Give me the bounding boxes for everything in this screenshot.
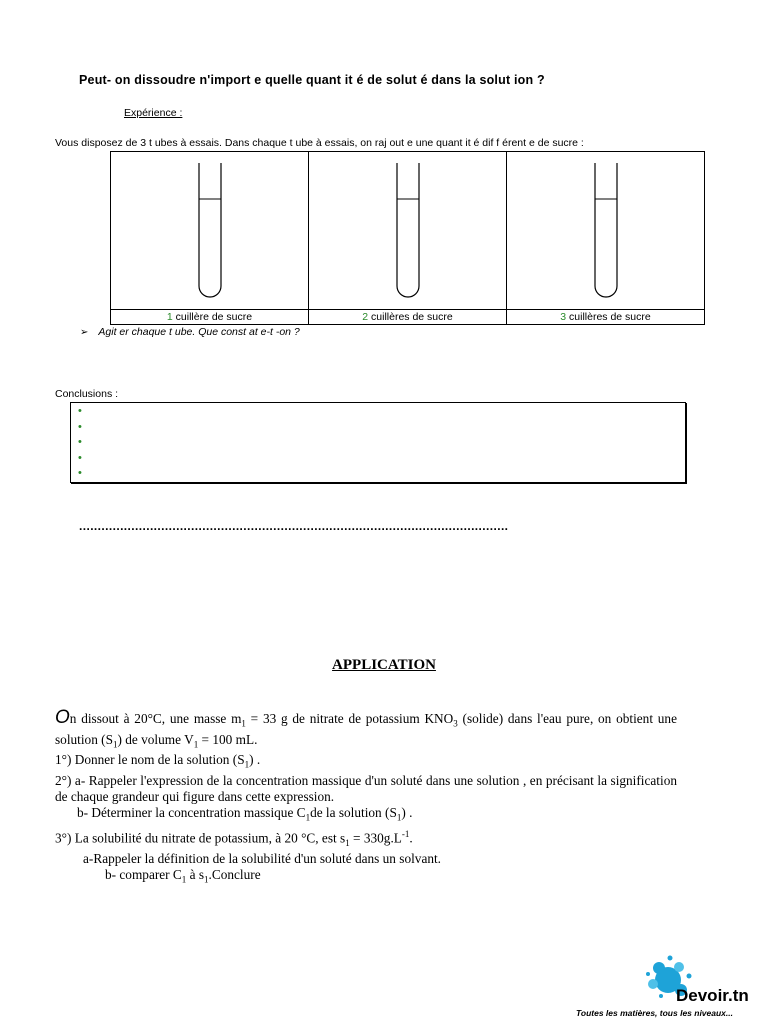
conclusions-list [71,403,685,481]
tube-label-text: cuillère de sucre [172,311,253,323]
question-1: 1°) Donner le nom de la solution $(S_1)$ . [55,752,261,770]
test-tubes-table [110,151,705,325]
action-text: Agit er chaque t ube. Que const at e-t -on ? [98,326,300,338]
list-item [71,403,685,419]
tube-label-text: cuillères de sucre [368,311,453,323]
question-2a: 2°) a- Rappeler l'expression de la concentration massique d'un soluté dans une solution , en précisant la signification de chaque grandeur qui figure dans cette expression. [55,772,677,804]
page-title: Peut- on dissoudre n'import e quelle quant it é de solut é dans la solut ion ? [79,73,545,87]
list-item [71,465,685,481]
drop-cap: O [55,707,70,728]
tube-count: 1 [166,311,173,323]
question-3b: b- comparer $C_1$ à $s_1.Conclure$ [105,866,261,885]
test-tube-icon [395,163,421,298]
action-instruction [80,326,300,338]
logo-brand: Devoir.tn [676,986,749,1005]
tube-count: 3 [560,311,567,323]
tube-label-text: cuillères de sucre [566,311,651,323]
bullet-icon: • [78,451,82,464]
test-tube-icon [593,163,619,298]
bullet-icon: • [78,420,82,433]
application-title: APPLICATION [332,657,436,673]
test-tube-icon [197,163,223,298]
question-2b: b- Déterminer la concentration massique $C_1de$ la solution $(S_1)$ . [77,804,413,823]
application-text [55,707,677,887]
conclusions-box [70,402,686,483]
list-item [71,419,685,435]
intro-paragraph: On dissout à 20°C, une masse $m_1 = 33$ g de nitrate de potassium $KNO_3$ (solide) dans l'eau pure, on obtient une solution $(S_1)$ de volume $V_1 = 100$ mL. [55,707,677,750]
tube-count: 2 [362,311,369,323]
bullet-icon: • [78,436,82,449]
conclusions-label: Conclusions : [55,388,119,400]
list-item [71,450,685,466]
tube-label-2 [309,310,507,325]
arrow-bullet-icon: ➢ [80,327,89,338]
logo-tagline: Toutes les matières, tous les niveaux... [576,1008,733,1018]
intro-text: Vous disposez de 3 t ubes à essais. Dans chaque t ube à essais, on raj out e une quant it é dif f érent e de sucre : [55,137,584,149]
devoir-logo [573,940,763,1020]
bullet-icon: • [78,405,82,417]
tube-cell-3 [507,152,705,310]
list-item [71,434,685,450]
question-3: 3°) La solubilité du nitrate de potassium, à 20 °C, est $s_1 = 330g.L^{-1}$. [55,828,413,848]
bullet-icon: • [78,467,82,480]
dotted-separator: ................................................................................................................... [79,519,509,533]
question-3a: a-Rappeler la définition de la solubilité d'un soluté dans un solvant. [83,850,442,866]
tube-cell-2 [309,152,507,310]
tube-label-1 [111,310,309,325]
experience-label: Expérience : [124,107,183,119]
tube-cell-1 [111,152,309,310]
tube-label-3 [507,310,705,325]
